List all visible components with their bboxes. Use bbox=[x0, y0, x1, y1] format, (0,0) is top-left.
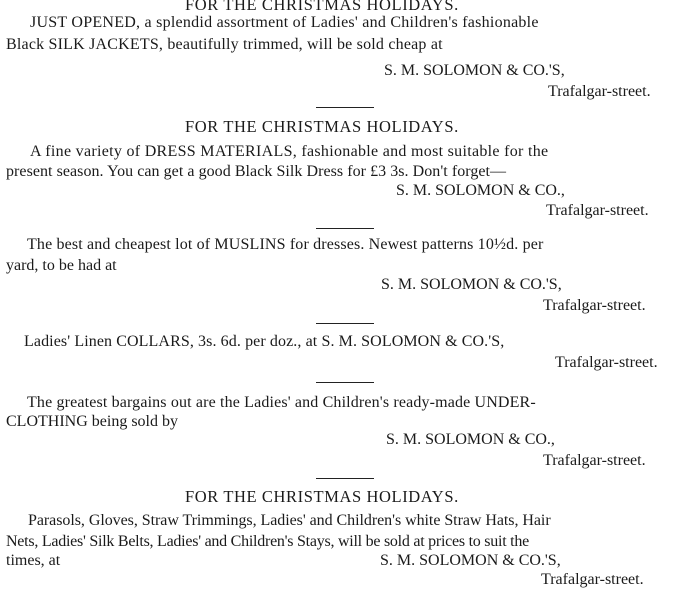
ad5-line-2: CLOTHING being sold by bbox=[6, 413, 178, 430]
ad3-street: Trafalgar-street. bbox=[543, 297, 646, 314]
ad1-line-1: JUST OPENED, a splendid assortment of Ladies' and Children's fashionable bbox=[30, 14, 539, 31]
ad3-line-1: The best and cheapest lot of MUSLINS for dresses. Newest patterns 10½d. per bbox=[27, 236, 544, 253]
ad6-heading: FOR THE CHRISTMAS HOLIDAYS. bbox=[185, 487, 459, 506]
ad1-street: Trafalgar-street. bbox=[548, 83, 651, 100]
ad5-merchant: S. M. SOLOMON & CO., bbox=[386, 431, 555, 448]
ad-divider-3 bbox=[316, 323, 374, 324]
ad1-merchant: S. M. SOLOMON & CO.'S, bbox=[384, 62, 565, 79]
ad-divider-4 bbox=[316, 382, 374, 383]
ad6-line-1: Parasols, Gloves, Straw Trimmings, Ladies' and Children's white Straw Hats, Hair bbox=[28, 512, 551, 529]
ad2-merchant: S. M. SOLOMON & CO., bbox=[396, 182, 565, 199]
ad3-merchant: S. M. SOLOMON & CO.'S, bbox=[381, 276, 562, 293]
ad6-street: Trafalgar-street. bbox=[541, 571, 644, 588]
ad1-heading: FOR THE CHRISTMAS HOLIDAYS. bbox=[185, 0, 459, 14]
ad5-street: Trafalgar-street. bbox=[543, 452, 646, 469]
ad6-merchant: S. M. SOLOMON & CO.'S, bbox=[380, 552, 561, 569]
ad-divider-5 bbox=[316, 478, 374, 479]
ad3-line-2: yard, to be had at bbox=[6, 257, 117, 274]
ad4-line: Ladies' Linen COLLARS, 3s. 6d. per doz., at S. M. SOLOMON & CO.'S, bbox=[24, 333, 505, 350]
ad2-line-1: A fine variety of DRESS MATERIALS, fashionable and most suitable for the bbox=[30, 143, 549, 160]
ad4-street: Trafalgar-street. bbox=[555, 354, 658, 371]
ad-divider-2 bbox=[316, 228, 374, 229]
ad6-line-2: Nets, Ladies' Silk Belts, Ladies' and Children's Stays, will be sold at prices to suit the bbox=[6, 533, 529, 550]
ad2-line-2: present season. You can get a good Black Silk Dress for £3 3s. Don't forget— bbox=[6, 163, 507, 180]
ad1-line-2: Black SILK JACKETS, beautifully trimmed, will be sold cheap at bbox=[6, 36, 443, 53]
ad2-heading: FOR THE CHRISTMAS HOLIDAYS. bbox=[185, 117, 459, 136]
ad6-line-3: times, at bbox=[6, 552, 61, 569]
ad-divider-1 bbox=[316, 107, 374, 108]
ad2-street: Trafalgar-street. bbox=[546, 202, 649, 219]
ad5-line-1: The greatest bargains out are the Ladies' and Children's ready-made UNDER- bbox=[27, 394, 536, 411]
